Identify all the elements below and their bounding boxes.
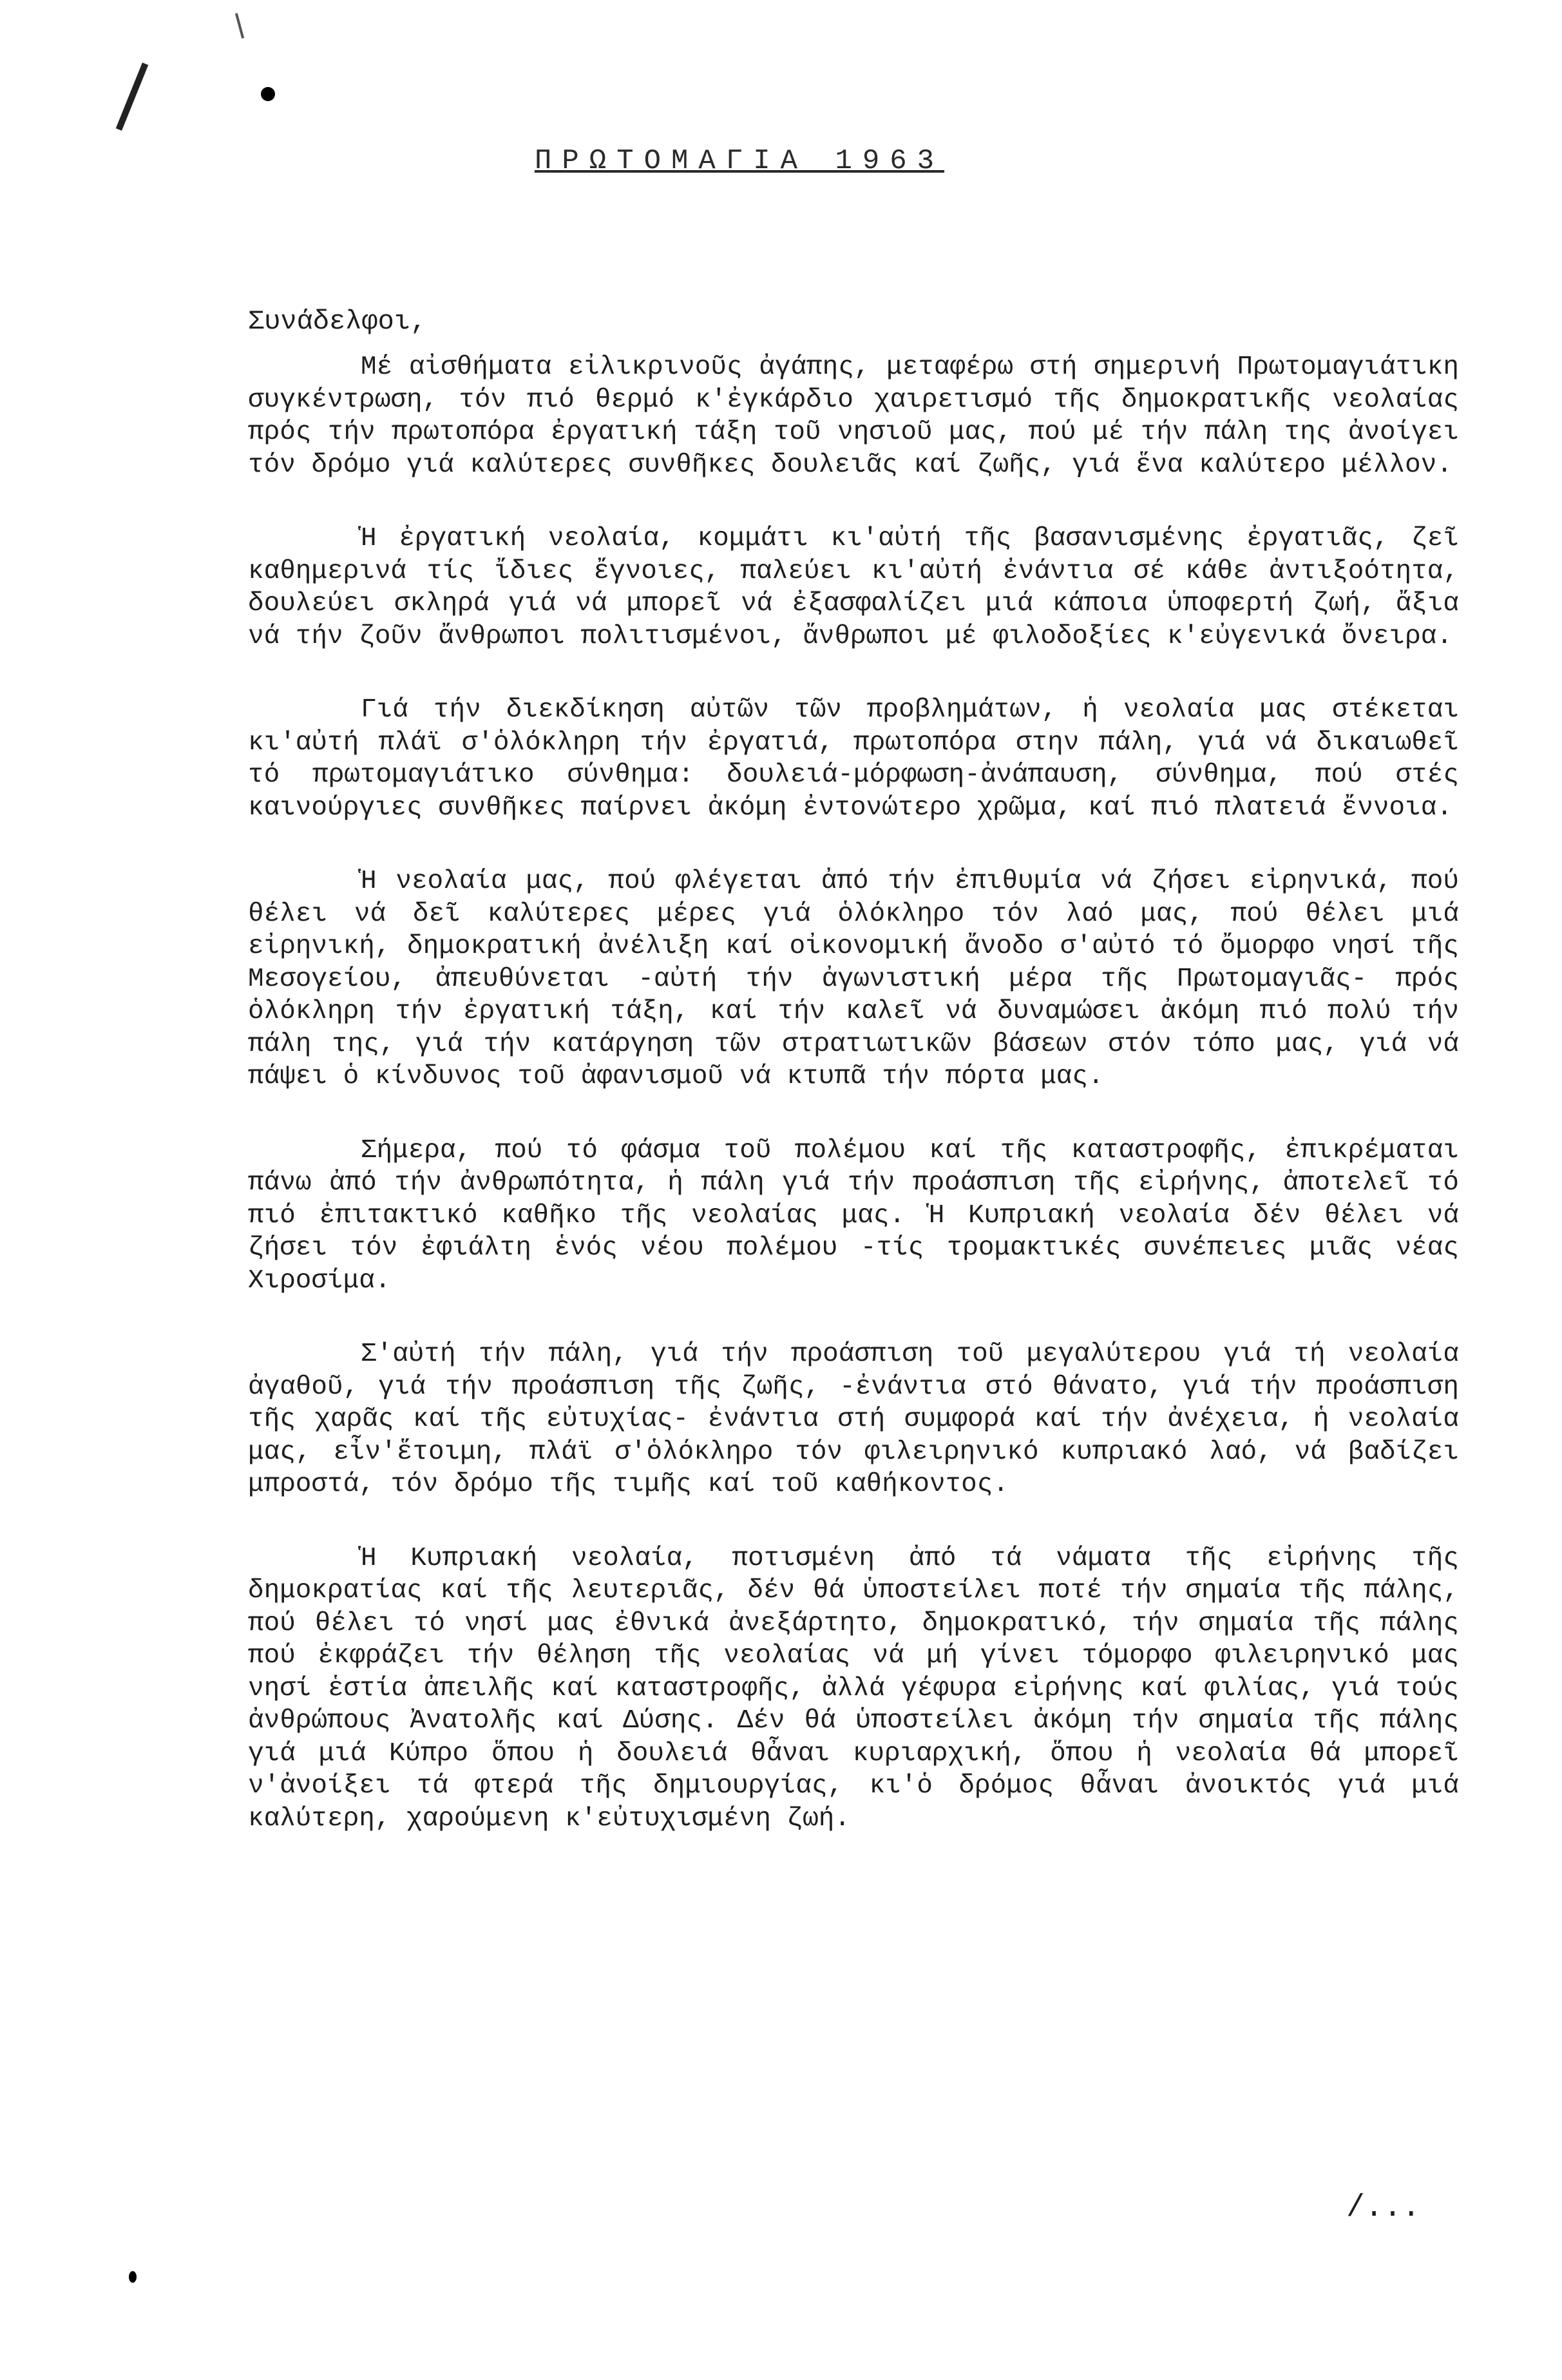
paragraph: Ἡ ἐργατική νεολαία, κομμάτι κι'αὐτή τῆς βασανισμένης ἐργατιᾶς, ζεῖ καθημερινά τίς ἴδιες ἔγνοιες, παλεύει κι'αὐτή ἐνάντια σέ κάθε ἀντιξοότητα, δουλεύει σκληρά γιά νά μπορεῖ νά ἐξασφαλίζει μιά κάποια ὑποφερτή ζωή, ἄξια νά τήν ζοῦν ἄνθρωποι πολιτισμένοι, ἄνθρωποι μέ φιλοδοξίες κ'εὐγενικά ὄνειρα.: [248, 524, 1459, 651]
ink-dot: [261, 87, 275, 101]
letter-body: [248, 351, 1459, 1876]
paragraph: Σήμερα, πού τό φάσμα τοῦ πολέμου καί τῆς καταστροφῆς, ἐπικρέμαται πάνω ἀπό τήν ἀνθρωπότητα, ἡ πάλη γιά τήν προάσπιση τῆς εἰρήνης, ἀποτελεῖ τό πιό ἐπιτακτικό καθῆκο τῆς νεολαίας μας. Ἡ Κυπριακή νεολαία δέν θέλει νά ζήσει τόν ἐφιάλτη ἑνός νέου πολέμου -τίς τρομακτικές συνέπειες μιᾶς νέας Χιροσίμα.: [248, 1135, 1459, 1296]
paragraph: Ἡ νεολαία μας, πού φλέγεται ἀπό τήν ἐπιθυμία νά ζήσει εἰρηνικά, πού θέλει νά δεῖ καλύτερες μέρες γιά ὁλόκληρο τόν λαό μας, πού θέλει μιά εἰρηνική, δημοκρατική ἀνέλιξη καί οἰκονομική ἄνοδο σ'αὐτό τό ὄμορφο νησί τῆς Μεσογείου, ἀπευθύνεται -αὐτή τήν ἀγωνιστική μέρα τῆς Πρωτομαγιᾶς- πρός ὁλόκληρη τήν ἐργατική τάξη, καί τήν καλεῖ νά δυναμώσει ἀκόμη πιό πολύ τήν πάλη της, γιά τήν κατάργηση τῶν στρατιωτικῶν βάσεων στόν τόπο μας, γιά νά πάψει ὁ κίνδυνος τοῦ ἀφανισμοῦ νά κτυπᾶ τήν πόρτα μας.: [248, 867, 1459, 1091]
paragraph: Μέ αἰσθήματα εἰλικρινοῦς ἀγάπης, μεταφέρω στή σημερινή Πρωτομαγιάτικη συγκέντρωση, τόν πιό θερμό κ'ἐγκάρδιο χαιρετισμό τῆς δημοκρατικῆς νεολαίας πρός τήν πρωτοπόρα ἐργατική τάξη τοῦ νησιοῦ μας, πού μέ τήν πάλη της ἀνοίγει τόν δρόμο γιά καλύτερες συνθῆκες δουλειᾶς καί ζωῆς, γιά ἕνα καλύτερο μέλλον.: [248, 352, 1459, 480]
salutation: Συνάδελφοι,: [248, 306, 427, 337]
paragraph: Σ'αὐτή τήν πάλη, γιά τήν προάσπιση τοῦ μεγαλύτερου γιά τή νεολαία ἀγαθοῦ, γιά τήν προάσπιση τῆς ζωῆς, -ἐνάντια στό θάνατο, γιά τήν προάσπιση τῆς χαρᾶς καί τῆς εὐτυχίας- ἐνάντια στή συμφορά καί τήν ἀνέχεια, ἡ νεολαία μας, εἶν'ἕτοιμη, πλάϊ σ'ὁλόκληρο τόν φιλειρηνικό κυπριακό λαό, νά βαδίζει μπροστά, τόν δρόμο τῆς τιμῆς καί τοῦ καθήκοντος.: [248, 1339, 1459, 1499]
page-title: ΠΡΩΤΟΜΑΓΙΑ 1963: [535, 145, 945, 177]
pen-mark: [116, 62, 148, 131]
paragraph: Γιά τήν διεκδίκηση αὐτῶν τῶν προβλημάτων, ἡ νεολαία μας στέκεται κι'αὐτή πλάϊ σ'ὁλόκληρη τήν ἐργατιά, πρωτοπόρα στην πάλη, γιά νά δικαιωθεῖ τό πρωτομαγιάτικο σύνθημα: δουλειά-μόρφωση-ἀνάπαυση, σύνθημα, πού στές καινούργιες συνθῆκες παίρνει ἀκόμη ἐντονώτερο χρῶμα, καί πιό πλατειά ἔννοια.: [248, 695, 1459, 823]
continuation-mark: /...: [1346, 2191, 1421, 2225]
paragraph: Ἡ Κυπριακή νεολαία, ποτισμένη ἀπό τά νάματα τῆς εἰρήνης τῆς δημοκρατίας καί τῆς λευτεριᾶς, δέν θά ὑποστείλει ποτέ τήν σημαία τῆς πάλης, πού θέλει τό νησί μας ἐθνικά ἀνεξάρτητο, δημοκρατικό, τήν σημαία τῆς πάλης πού ἐκφράζει τήν θέληση τῆς νεολαίας νά μή γίνει τόμορφο φιλειρηνικό μας νησί ἑστία ἀπειλῆς καί καταστροφῆς, ἀλλά γέφυρα εἰρήνης καί φιλίας, γιά τούς ἀνθρώπους Ἀνατολῆς καί Δύσης. Δέν θά ὑποστείλει ἀκόμη τήν σημαία τῆς πάλης γιά μιά Κύπρο ὅπου ἡ δουλειά θἆναι κυριαρχική, ὅπου ἡ νεολαία θά μπορεῖ ν'ἀνοίξει τά φτερά τῆς δημιουργίας, κι'ὁ δρόμος θἆναι ἀνοικτός γιά μιά καλύτερη, χαρούμενη κ'εὐτυχισμένη ζωή.: [248, 1543, 1459, 1834]
scan-dot: [129, 2271, 137, 2283]
scan-mark: [235, 13, 244, 39]
